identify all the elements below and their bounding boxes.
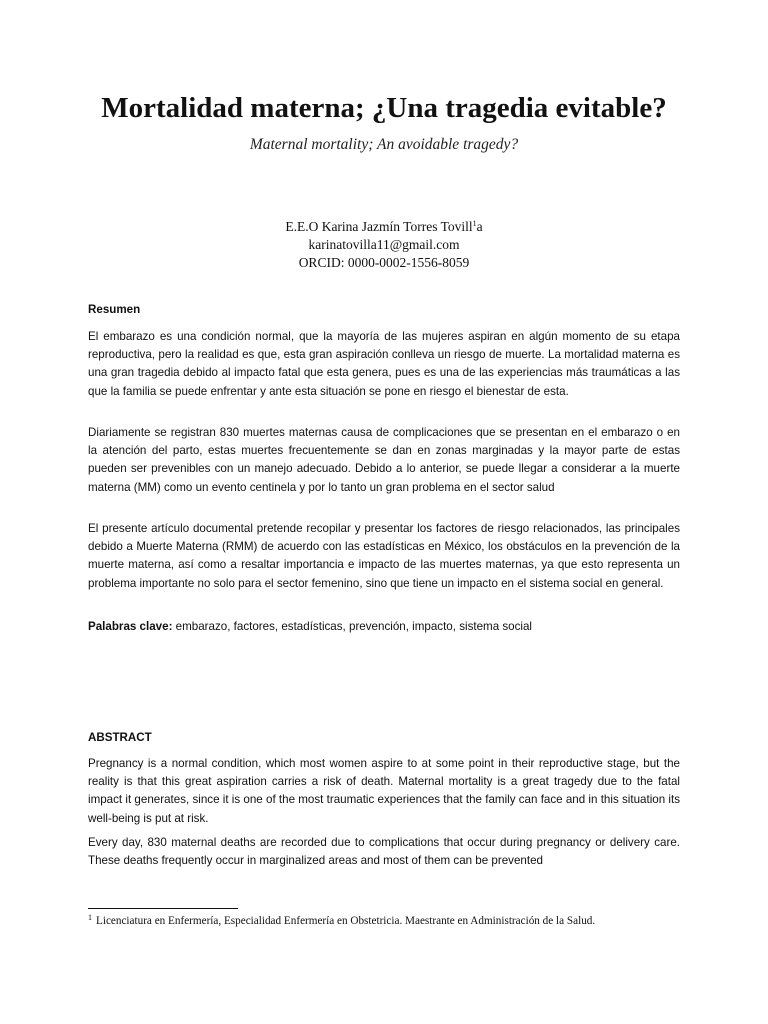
resumen-paragraph-3: El presente artículo documental pretende recopilar y presentar los factores de riesgo relacionados, las principales debido a Muerte Materna (RMM) de acuerdo con las estadísticas en México, los obstáculos en la prevención de la muerte materna, así como a resaltar importancia e impacto de las muertes maternas, ya que esto representa un problema importante no solo para el sector femenino, sino que tiene un impacto en el sistema social en general. bbox=[88, 522, 680, 590]
document-subtitle: Maternal mortality; An avoidable tragedy? bbox=[249, 136, 519, 153]
footnote-divider bbox=[88, 908, 238, 909]
author-name: E.E.O Karina Jazmín Torres Tovill bbox=[285, 219, 473, 234]
resumen-paragraph-2: Diariamente se registran 830 muertes maternas causa de complicaciones que se presentan en el embarazo o en la atención del parto, estas muertes frecuentemente se dan en zonas marginadas y la mayor parte de estas pueden ser prevenibles con un manejo adecuado. Debido a lo anterior, se puede llegar a considerar a la muerte materna (MM) como un evento centinela y por lo tanto un gran problema en el sector salud bbox=[88, 426, 680, 494]
keywords-label: Palabras clave: bbox=[88, 620, 173, 633]
author-email: karinatovilla11@gmail.com bbox=[308, 237, 460, 252]
author-block bbox=[0, 218, 768, 272]
footnote-mark: 1 bbox=[88, 913, 92, 922]
author-name-suffix: a bbox=[476, 219, 483, 234]
resumen-paragraph-1: El embarazo es una condición normal, que la mayoría de las mujeres aspiran en algún momento de su etapa reproductiva, pero la realidad es que, esta gran aspiración conlleva un riesgo de muerte. La mortalidad materna es una gran tragedia debido al impacto fatal que esta genera, pues es una de las experiencias más traumáticas a las que la familia se puede enfrentar y ante esta situación se pone en riesgo el bienestar de esta. bbox=[88, 330, 680, 398]
author-orcid: ORCID: 0000-0002-1556-8059 bbox=[298, 255, 470, 270]
author-name-line bbox=[0, 218, 768, 236]
footnote bbox=[88, 913, 688, 929]
author-footnote-mark: 1 bbox=[472, 219, 477, 228]
footnote-text: Licenciatura en Enfermería, Especialidad Enfermería en Obstetricia. Maestrante en Administración de la Salud. bbox=[96, 915, 596, 927]
abstract-paragraph-2: Every day, 830 maternal deaths are recorded due to complications that occur during pregnancy or delivery care. These deaths frequently occur in marginalized areas and most of them can be prevented bbox=[88, 836, 680, 868]
abstract-heading: ABSTRACT bbox=[88, 731, 152, 744]
keywords-text: embarazo, factores, estadísticas, prevención, impacto, sistema social bbox=[172, 620, 533, 633]
keywords-line bbox=[88, 618, 680, 636]
resumen-heading: Resumen bbox=[88, 303, 141, 316]
document-title: Mortalidad materna; ¿Una tragedia evitable? bbox=[101, 92, 667, 124]
abstract-paragraph-1: Pregnancy is a normal condition, which most women aspire to at some point in their reproductive stage, but the reality is that this great aspiration carries a risk of death. Maternal mortality is a great tragedy due to the fatal impact it generates, since it is one of the most traumatic experiences that the family can face and in this situation its well-being is put at risk. bbox=[88, 757, 680, 825]
